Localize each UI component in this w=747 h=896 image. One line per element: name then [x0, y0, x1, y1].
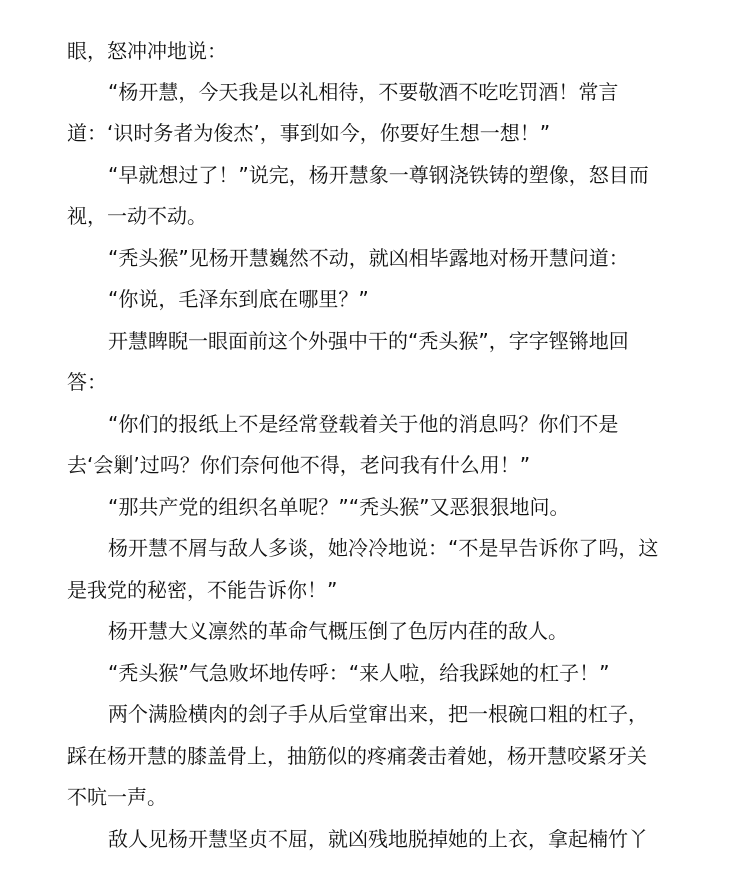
- text-line: 视，一动不动。: [67, 204, 207, 228]
- text-line: 道：‘识时务者为俊杰’，事到如今，你要好生想一想！”: [67, 121, 551, 145]
- text-line: 眼，怒冲冲地说：: [67, 39, 227, 63]
- text-line: “那共产党的组织名单呢？”“秃头猴”又恶狠狠地问。: [108, 495, 570, 519]
- text-line: “你说，毛泽东到底在哪里？”: [108, 287, 369, 311]
- text-line: “你们的报纸上不是经常登载着关于他的消息吗？你们不是: [108, 412, 619, 436]
- text-line: 踩在杨开慧的膝盖骨上，抽筋似的疼痛袭击着她，杨开慧咬紧牙关: [67, 744, 647, 768]
- text-line: 开慧睥睨一眼面前这个外强中干的“秃头猴”，字字铿锵地回: [108, 329, 629, 353]
- text-line: 两个满脸横肉的刽子手从后堂窜出来，把一根碗口粗的杠子，: [108, 702, 648, 726]
- text-line: “杨开慧，今天我是以礼相待，不要敬酒不吃吃罚酒！常言: [108, 80, 619, 104]
- text-line: 去‘会剿’过吗？你们奈何他不得，老问我有什么用！”: [67, 453, 531, 477]
- text-line: 敌人见杨开慧坚贞不屈，就凶残地脱掉她的上衣，拿起楠竹丫: [108, 827, 648, 851]
- text-line: 答：: [67, 370, 107, 394]
- text-line: 杨开慧不屑与敌人多谈，她冷冷地说：“不是早告诉你了吗，这: [108, 536, 659, 560]
- text-line: 不吭一声。: [67, 785, 167, 809]
- text-line: “秃头猴”气急败坏地传呼：“来人啦，给我踩她的杠子！”: [108, 661, 610, 685]
- text-line: 杨开慧大义凛然的革命气概压倒了色厉内荏的敌人。: [108, 619, 568, 643]
- text-line: 是我党的秘密，不能告诉你！”: [67, 578, 338, 602]
- text-line: “早就想过了！”说完，杨开慧象一尊钢浇铁铸的塑像，怒目而: [108, 163, 649, 187]
- text-line: “秃头猴”见杨开慧巍然不动，就凶相毕露地对杨开慧问道：: [108, 246, 629, 270]
